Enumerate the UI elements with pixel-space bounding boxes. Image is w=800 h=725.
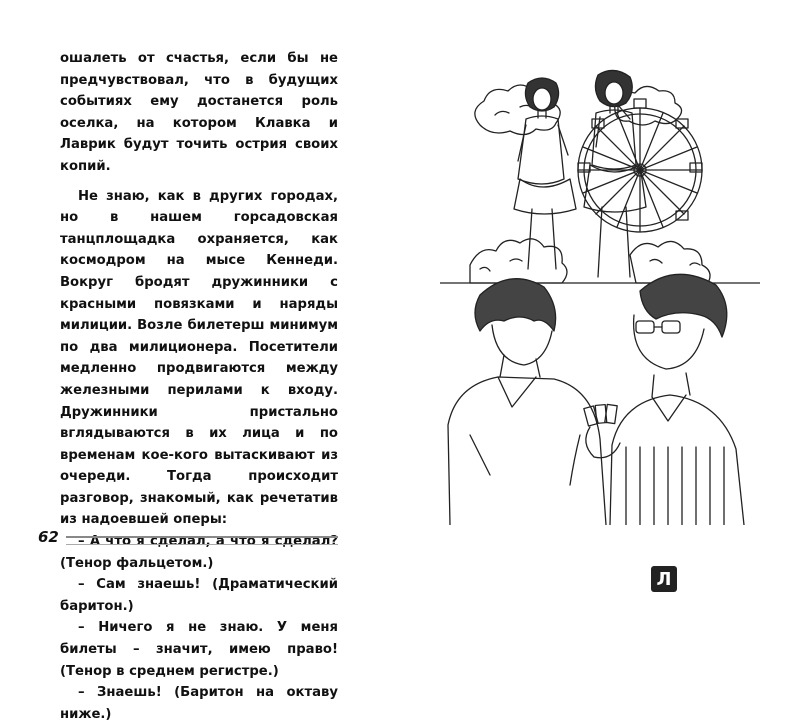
publisher-logo: Л [651, 566, 677, 592]
dialogue-line-1: – А что я сделал, а что я сделал? (Тенор фальцетом.) [60, 534, 338, 571]
footer-rule [66, 536, 338, 545]
paragraph-1: ошалеть от счастья, если бы не предчувствовал, что в будущих событиях ему достанется роль оселка, на котором Клавка и Лаврик будут точить острия своих копий. [60, 51, 338, 174]
paragraph-2: Не знаю, как в других городах, но в нашем горсадовская танцплощадка охраняется, как космодром на мысе Кеннеди. Вокруг бродят дружинники с красными повязками и наряды милиции. Возле билетерш минимум по два милиционера. Посетители медленно продвигаются между железными перилами к входу. Дружинники пристально вглядываются в их лица и по временам кое-кого вытаскивают из очереди. Тогда происходит разговор, знакомый, как речетатив из надоевшей оперы: [60, 188, 338, 528]
young-man-right-figure [584, 274, 744, 525]
illustration-dance-scene [440, 55, 760, 525]
dialogue-line-4: – Знаешь! (Баритон на октаву ниже.) [60, 685, 338, 722]
dialogue-line-3: – Ничего я не знаю. У меня билеты – значит, имею право! (Тенор в среднем регистре.) [60, 620, 338, 679]
young-man-left-figure [448, 279, 606, 525]
page-number: 62 [38, 528, 59, 546]
dialogue-line-2: – Сам знаешь! (Драматический баритон.) [60, 577, 338, 614]
body-text-column [60, 48, 338, 725]
